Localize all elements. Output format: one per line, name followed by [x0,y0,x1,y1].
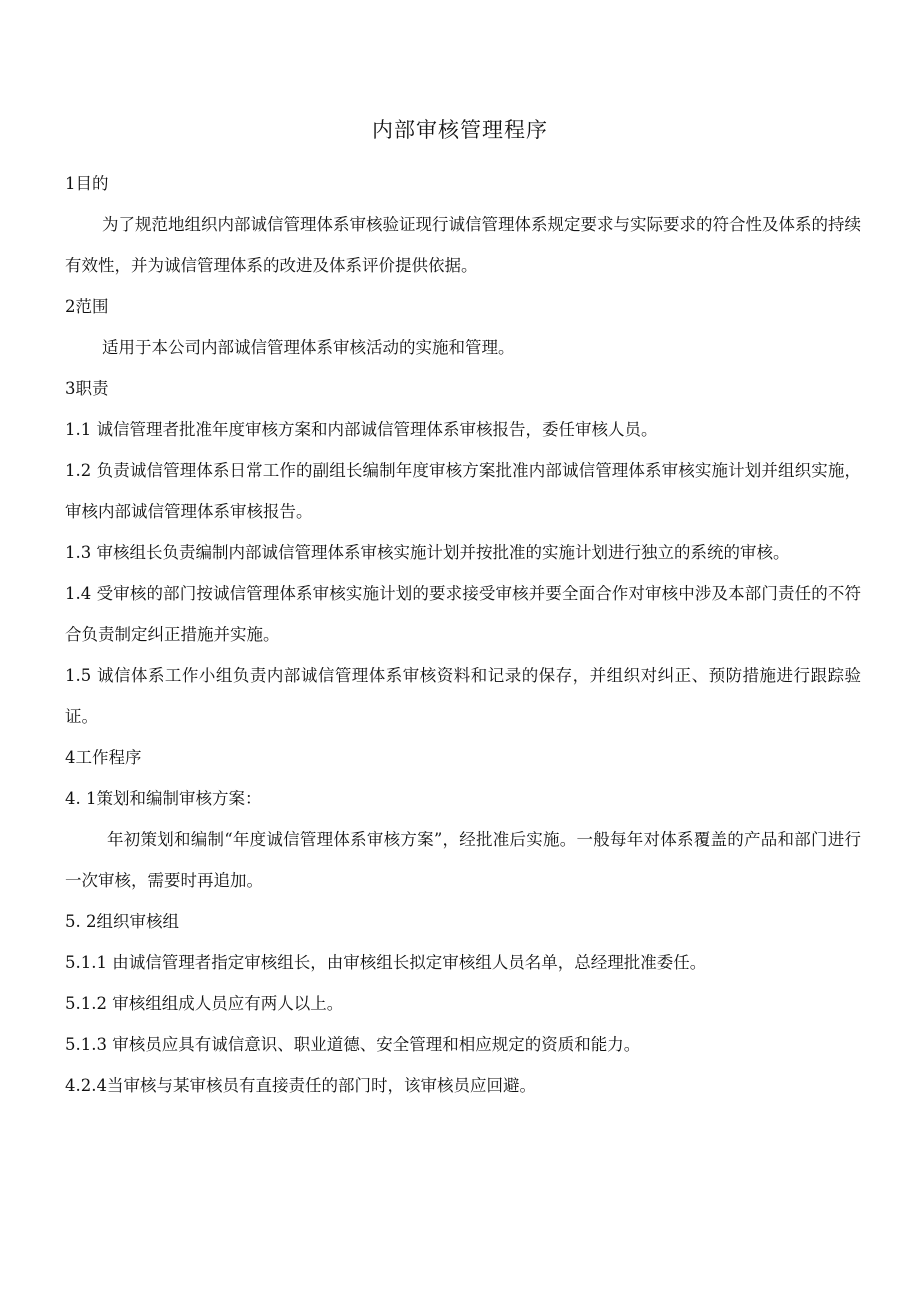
subsection-heading-audit-team: 5. 2组织审核组 [65,912,179,931]
document-title: 内部审核管理程序 [372,118,548,142]
responsibility-item: 1.2 负责诚信管理体系日常工作的副组长编制年度审核方案批准内部诚信管理体系审核实施计划并组织实施，审核内部诚信管理体系审核报告。 [65,461,861,521]
responsibility-item: 1.4 受审核的部门按诚信管理体系审核实施计划的要求接受审核并要全面合作对审核中涉及本部门责任的不符合负责制定纠正措施并实施。 [65,584,861,644]
audit-team-item: 5.1.3 审核员应具有诚信意识、职业道德、安全管理和相应规定的资质和能力。 [65,1035,641,1054]
paragraph-audit-plan: 年初策划和编制“年度诚信管理体系审核方案”，经批准后实施。一般每年对体系覆盖的产品和部门进行一次审核，需要时再追加。 [65,830,861,890]
section-heading-procedure: 4工作程序 [65,748,142,767]
document-body [65,163,861,1106]
subsection-heading-audit-plan: 4. 1策划和编制审核方案： [65,789,262,808]
audit-team-item: 5.1.1 由诚信管理者指定审核组长，由审核组长拟定审核组人员名单，总经理批准委任。 [65,953,707,972]
responsibility-item: 1.1 诚信管理者批准年度审核方案和内部诚信管理体系审核报告，委任审核人员。 [65,420,658,439]
paragraph-purpose: 为了规范地组织内部诚信管理体系审核验证现行诚信管理体系规定要求与实际要求的符合性及体系的持续有效性，并为诚信管理体系的改进及体系评价提供依据。 [65,215,861,275]
audit-team-item: 4.2.4当审核与某审核员有直接责任的部门时，该审核员应回避。 [65,1076,536,1095]
responsibility-item: 1.5 诚信体系工作小组负责内部诚信管理体系审核资料和记录的保存，并组织对纠正、预防措施进行跟踪验证。 [65,666,861,726]
responsibility-item: 1.3 审核组长负责编制内部诚信管理体系审核实施计划并按批准的实施计划进行独立的系统的审核。 [65,543,790,562]
audit-team-item: 5.1.2 审核组组成人员应有两人以上。 [65,994,344,1013]
paragraph-scope: 适用于本公司内部诚信管理体系审核活动的实施和管理。 [102,338,515,357]
section-heading-purpose: 1目的 [65,174,109,193]
section-heading-scope: 2范围 [65,297,109,316]
section-heading-responsibilities: 3职责 [65,379,109,398]
